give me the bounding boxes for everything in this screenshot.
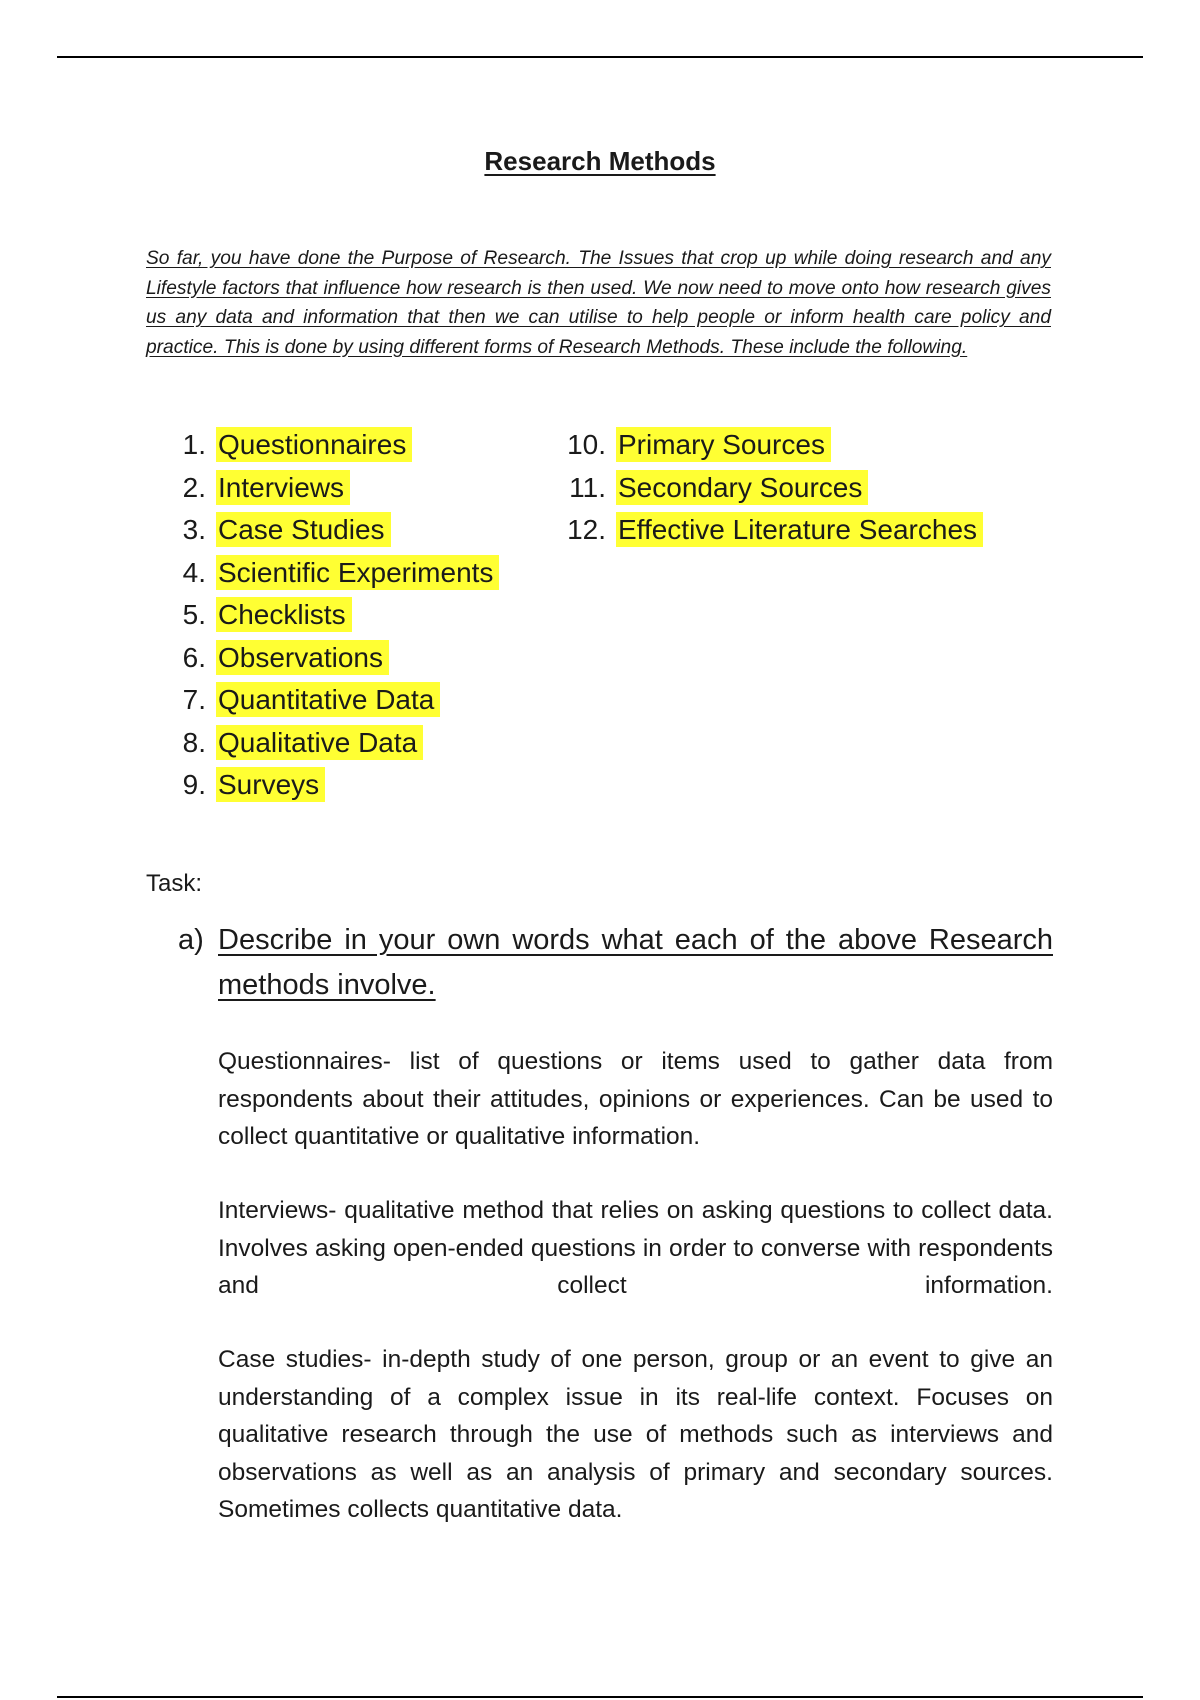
header-rule	[57, 56, 1143, 58]
list-item	[562, 467, 983, 510]
list-number: 7.	[182, 684, 206, 715]
method-label: Observations	[216, 640, 389, 675]
list-item	[178, 764, 499, 807]
list-number: 3.	[182, 514, 206, 545]
method-label: Scientific Experiments	[216, 555, 499, 590]
list-number: 1.	[182, 429, 206, 460]
list-item	[178, 552, 499, 595]
method-label: Qualitative Data	[216, 725, 423, 760]
method-label: Effective Literature Searches	[616, 512, 983, 547]
list-item	[562, 509, 983, 552]
method-label: Checklists	[216, 597, 352, 632]
list-item	[178, 637, 499, 680]
list-item	[178, 594, 499, 637]
method-label: Case Studies	[216, 512, 391, 547]
method-label: Questionnaires	[216, 427, 412, 462]
task-question	[178, 918, 1053, 1008]
list-number: 8.	[182, 726, 206, 758]
answer-questionnaires: Questionnaires- list of questions or items used to gather data from respondents about their attitudes, opinions or experiences. Can be used to collect quantitative or qualitative information.	[218, 1048, 1053, 1150]
answer-case-studies: Case studies- in-depth study of one person, group or an event to give an understanding of a complex issue in its real-life context. Focuses on qualitative research through the use of methods such as interviews and observations as well as an analysis of primary and secondary sources. Sometimes collects quantitative data.	[218, 1346, 1053, 1523]
list-number: 4.	[182, 556, 206, 588]
list-number: 5.	[182, 599, 206, 630]
footer-rule	[57, 1696, 1143, 1698]
task-label: Task:	[146, 870, 203, 897]
list-item	[178, 509, 499, 552]
list-number: 6.	[182, 641, 206, 673]
methods-list-left	[178, 424, 499, 807]
method-label: Interviews	[216, 470, 350, 505]
document-title: Research Methods	[484, 146, 716, 176]
intro-paragraph: So far, you have done the Purpose of Research. The Issues that crop up while doing research and any Lifestyle factors that influence how research is then used. We now need to move onto how research gives us any data and information that then we can utilise to help people or inform health care policy and practice. This is done by using different forms of Research Methods. These include the following.	[146, 248, 1051, 358]
method-label: Primary Sources	[616, 427, 831, 462]
list-number: 9.	[182, 769, 206, 800]
list-item	[562, 424, 983, 467]
list-number: 11.	[569, 471, 606, 503]
method-label: Quantitative Data	[216, 682, 440, 717]
list-item	[178, 679, 499, 722]
method-label: Secondary Sources	[616, 470, 868, 505]
list-number: 12.	[567, 514, 606, 545]
question-text: Describe in your own words what each of the above Research methods involve.	[218, 924, 1053, 1001]
methods-list-right	[562, 424, 983, 552]
method-label: Surveys	[216, 767, 325, 802]
list-item	[178, 722, 499, 765]
list-number: 10.	[567, 429, 606, 460]
list-number: 2.	[182, 471, 206, 503]
question-marker: a)	[178, 924, 204, 956]
list-item	[178, 467, 499, 510]
list-item	[178, 424, 499, 467]
answer-interviews: Interviews- qualitative method that relies on asking questions to collect data. Involves asking open-ended questions in order to converse with respondents and collect information.	[218, 1197, 1053, 1299]
